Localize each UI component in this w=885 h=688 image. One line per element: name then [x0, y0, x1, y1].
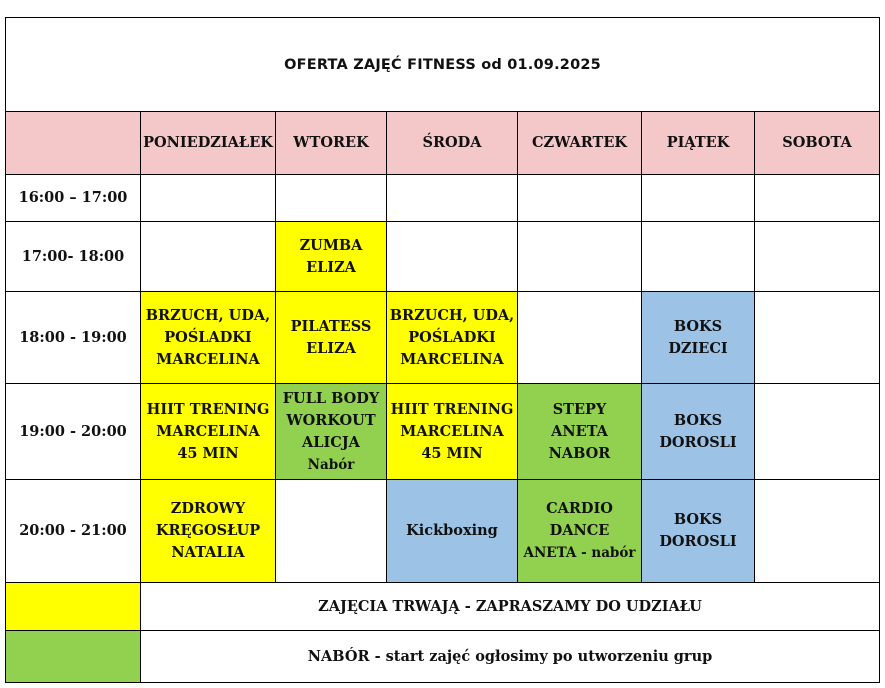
- class-brzuch-monday: [141, 292, 276, 384]
- class-line: ZDROWY: [170, 500, 246, 517]
- class-line: BOKS: [673, 511, 723, 528]
- empty-cell: [518, 292, 642, 384]
- class-line: Nabór: [307, 456, 355, 473]
- class-line: ELIZA: [306, 339, 356, 357]
- empty-cell: [141, 175, 276, 222]
- class-boks-dorosli-friday-late: [642, 480, 755, 583]
- time-slot-18: 18:00 - 19:00: [6, 292, 141, 384]
- time-slot-19: 19:00 - 20:00: [6, 384, 141, 480]
- class-line: DOROSLI: [659, 433, 737, 451]
- empty-cell: [642, 222, 755, 292]
- class-line: ANETA: [551, 422, 608, 440]
- empty-cell: [755, 480, 880, 583]
- empty-cell: [141, 222, 276, 292]
- class-line: ALICJA: [302, 433, 360, 451]
- class-line: DANCE: [549, 522, 610, 539]
- class-line: NABOR: [548, 444, 611, 462]
- empty-cell: [642, 175, 755, 222]
- class-line: Kickboxing: [406, 522, 498, 539]
- class-boks-dzieci-friday: [642, 292, 755, 384]
- empty-cell: [276, 175, 387, 222]
- empty-cell: [518, 222, 642, 292]
- legend-ongoing-text: ZAJĘCIA TRWAJĄ - ZAPRASZAMY DO UDZIAŁU: [141, 583, 880, 631]
- empty-cell: [276, 480, 387, 583]
- class-line: STEPY: [552, 400, 607, 418]
- legend-enrollment-text: [141, 631, 880, 683]
- page-title: OFERTA ZAJĘĆ FITNESS od 01.09.2025: [6, 18, 880, 112]
- class-hiit-monday: [141, 384, 276, 480]
- class-line: ANETA - nabór: [523, 545, 636, 561]
- class-zumba-tuesday: [276, 222, 387, 292]
- header-corner: [6, 112, 141, 175]
- class-line: PILATESS: [290, 317, 372, 335]
- class-line: 45 MIN: [421, 444, 483, 462]
- class-line: MARCELINA: [156, 422, 260, 440]
- day-header-saturday: SOBOTA: [755, 112, 880, 175]
- legend-swatch-ongoing: [6, 583, 141, 631]
- class-line: WORKOUT: [286, 411, 376, 429]
- class-brzuch-wednesday: [387, 292, 518, 384]
- legend-swatch-enrollment: [6, 631, 141, 683]
- class-kregoslup-monday: [141, 480, 276, 583]
- day-header-monday: PONIEDZIAŁEK: [141, 112, 276, 175]
- class-stepy-thursday: [518, 384, 642, 480]
- class-line: ELIZA: [306, 258, 356, 276]
- class-hiit-wednesday: [387, 384, 518, 480]
- class-line: POŚLADKI: [408, 328, 496, 346]
- class-full-body-tuesday: [276, 384, 387, 480]
- class-line: BRZUCH, UDA,: [389, 306, 515, 324]
- class-line: 45 MIN: [177, 444, 239, 462]
- empty-cell: [755, 222, 880, 292]
- empty-cell: [387, 222, 518, 292]
- class-line: DZIECI: [668, 339, 728, 357]
- day-header-tuesday: WTOREK: [276, 112, 387, 175]
- class-boks-dorosli-friday: [642, 384, 755, 480]
- class-line: FULL BODY: [282, 389, 380, 407]
- class-line: KRĘGOSŁUP: [155, 522, 261, 539]
- empty-cell: [518, 175, 642, 222]
- legend-enrollment-rest: - start zajęć ogłosimy po utworzeniu grup: [369, 647, 713, 665]
- class-line: HIIT TRENING: [390, 400, 514, 418]
- class-line: CARDIO: [546, 500, 613, 517]
- time-slot-17: 17:00- 18:00: [6, 222, 141, 292]
- day-header-thursday: CZWARTEK: [518, 112, 642, 175]
- class-line: NATALIA: [171, 544, 245, 561]
- class-line: ZUMBA: [299, 236, 363, 254]
- class-line: POŚLADKI: [164, 328, 252, 346]
- class-line: BOKS: [673, 317, 723, 335]
- empty-cell: [387, 175, 518, 222]
- schedule-table: [5, 17, 880, 683]
- class-line: MARCELINA: [156, 350, 260, 368]
- class-cardio-dance-thursday: [518, 480, 642, 583]
- legend-enrollment-keyword: NABÓR: [307, 647, 370, 665]
- day-header-friday: PIĄTEK: [642, 112, 755, 175]
- class-kickboxing-wednesday: [387, 480, 518, 583]
- class-pilates-tuesday: [276, 292, 387, 384]
- empty-cell: [755, 384, 880, 480]
- class-line: HIIT TRENING: [146, 400, 270, 418]
- class-line: MARCELINA: [400, 422, 504, 440]
- time-slot-16: 16:00 – 17:00: [6, 175, 141, 222]
- class-line: DOROSLI: [659, 533, 737, 550]
- class-line: BOKS: [673, 411, 723, 429]
- time-slot-20: 20:00 - 21:00: [6, 480, 141, 583]
- day-header-wednesday: ŚRODA: [387, 112, 518, 175]
- empty-cell: [755, 292, 880, 384]
- empty-cell: [755, 175, 880, 222]
- class-line: BRZUCH, UDA,: [145, 306, 271, 324]
- class-line: MARCELINA: [400, 350, 504, 368]
